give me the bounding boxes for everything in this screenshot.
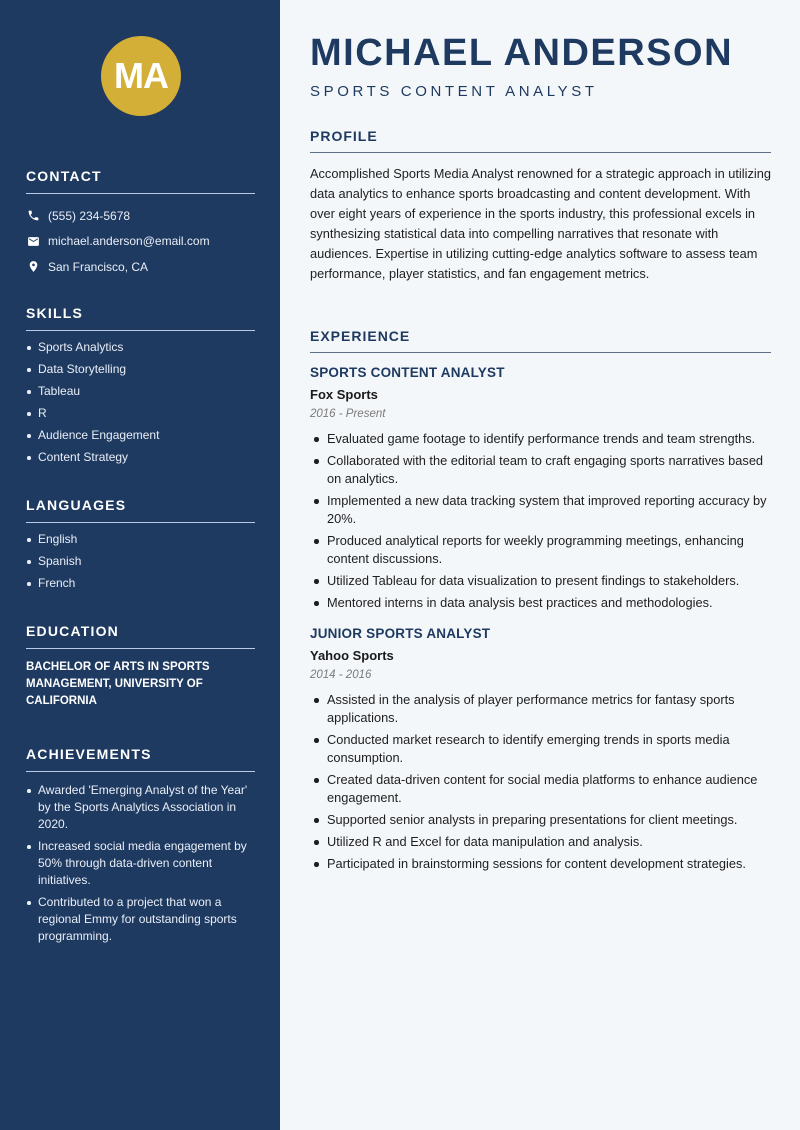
language-item: French — [26, 575, 255, 592]
job-title: SPORTS CONTENT ANALYST — [310, 365, 505, 380]
job-bullet: Mentored interns in data analysis best practices and methodologies. — [310, 594, 771, 612]
skills-list — [26, 339, 255, 466]
job-company: Yahoo Sports — [310, 648, 394, 663]
language-item: English — [26, 531, 255, 548]
job-bullet: Supported senior analysts in preparing presentations for client meetings. — [310, 811, 771, 829]
profile-section — [310, 128, 771, 284]
profile-heading: PROFILE — [310, 128, 771, 153]
phone-icon — [26, 209, 40, 223]
email-address[interactable]: michael.anderson@email.com — [48, 234, 210, 249]
email-icon — [26, 234, 40, 248]
skills-section — [26, 305, 255, 471]
job-bullet: Created data-driven content for social media platforms to enhance audience engagement. — [310, 771, 771, 807]
job-bullet: Utilized R and Excel for data manipulation and analysis. — [310, 833, 771, 851]
job-entry — [310, 365, 771, 612]
job-bullet: Participated in brainstorming sessions for content development strategies. — [310, 855, 771, 873]
achievements-list — [26, 782, 255, 945]
avatar-initials: MA — [114, 55, 168, 96]
education-heading: EDUCATION — [26, 623, 255, 649]
education-degree: BACHELOR OF ARTS IN SPORTS MANAGEMENT, UNIVERSITY OF CALIFORNIA — [26, 661, 210, 707]
languages-section — [26, 497, 255, 597]
languages-list — [26, 531, 255, 592]
contact-section — [26, 168, 255, 280]
skill-item: R — [26, 405, 255, 422]
skill-item: Sports Analytics — [26, 339, 255, 356]
candidate-name: MICHAEL ANDERSON — [310, 32, 734, 74]
job-bullet: Conducted market research to identify emerging trends in sports media consumption. — [310, 731, 771, 767]
candidate-title: SPORTS CONTENT ANALYST — [310, 83, 598, 100]
location-pin-icon — [26, 260, 40, 274]
job-bullet: Implemented a new data tracking system that improved reporting accuracy by 20%. — [310, 492, 771, 528]
skill-item: Tableau — [26, 383, 255, 400]
contact-heading: CONTACT — [26, 168, 255, 194]
language-item: Spanish — [26, 553, 255, 570]
job-bullet: Assisted in the analysis of player performance metrics for fantasy sports applications. — [310, 691, 771, 727]
phone-number[interactable]: (555) 234-5678 — [48, 208, 131, 223]
education-section — [26, 623, 255, 710]
skill-item: Audience Engagement — [26, 427, 255, 444]
job-title: JUNIOR SPORTS ANALYST — [310, 626, 491, 641]
contact-location — [26, 254, 255, 280]
skills-heading: SKILLS — [26, 305, 255, 331]
job-bullet: Produced analytical reports for weekly programming meetings, enhancing content discussions. — [310, 532, 771, 568]
skill-item: Content Strategy — [26, 449, 255, 466]
achievement-item: Contributed to a project that won a regional Emmy for outstanding sports programming. — [26, 894, 255, 945]
achievement-item: Awarded 'Emerging Analyst of the Year' by the Sports Analytics Association in 2020. — [26, 782, 255, 833]
sidebar — [0, 0, 280, 1130]
job-bullet: Evaluated game footage to identify performance trends and team strengths. — [310, 430, 771, 448]
achievements-heading: ACHIEVEMENTS — [26, 746, 255, 772]
experience-heading: EXPERIENCE — [310, 328, 771, 353]
achievement-item: Increased social media engagement by 50% through data-driven content initiatives. — [26, 838, 255, 889]
avatar — [101, 36, 181, 116]
job-dates: 2016 - Present — [310, 408, 386, 420]
job-entry — [310, 626, 771, 873]
job-company: Fox Sports — [310, 387, 378, 402]
job-dates: 2014 - 2016 — [310, 669, 372, 681]
job-bullet: Collaborated with the editorial team to craft engaging sports narratives based on analytics. — [310, 452, 771, 488]
achievements-section — [26, 746, 255, 950]
contact-list — [26, 203, 255, 280]
job-bullet: Utilized Tableau for data visualization to present findings to stakeholders. — [310, 572, 771, 590]
job-bullets — [310, 430, 771, 612]
experience-section — [310, 328, 771, 877]
job-bullets — [310, 691, 771, 873]
contact-phone — [26, 203, 255, 229]
profile-summary: Accomplished Sports Media Analyst renowned for a strategic approach in utilizing data analytics to enhance sports broadcasting and content development. With over eight years of experience in the sports industry, this professional excels in synthesizing statistical data into compelling narratives that resonate with audiences. Expertise in utilizing cutting-edge analytics software to assess team performance, player statistics, and fan engagement metrics. — [310, 166, 771, 281]
contact-email — [26, 229, 255, 255]
languages-heading: LANGUAGES — [26, 497, 255, 523]
location-text: San Francisco, CA — [48, 259, 149, 274]
skill-item: Data Storytelling — [26, 361, 255, 378]
